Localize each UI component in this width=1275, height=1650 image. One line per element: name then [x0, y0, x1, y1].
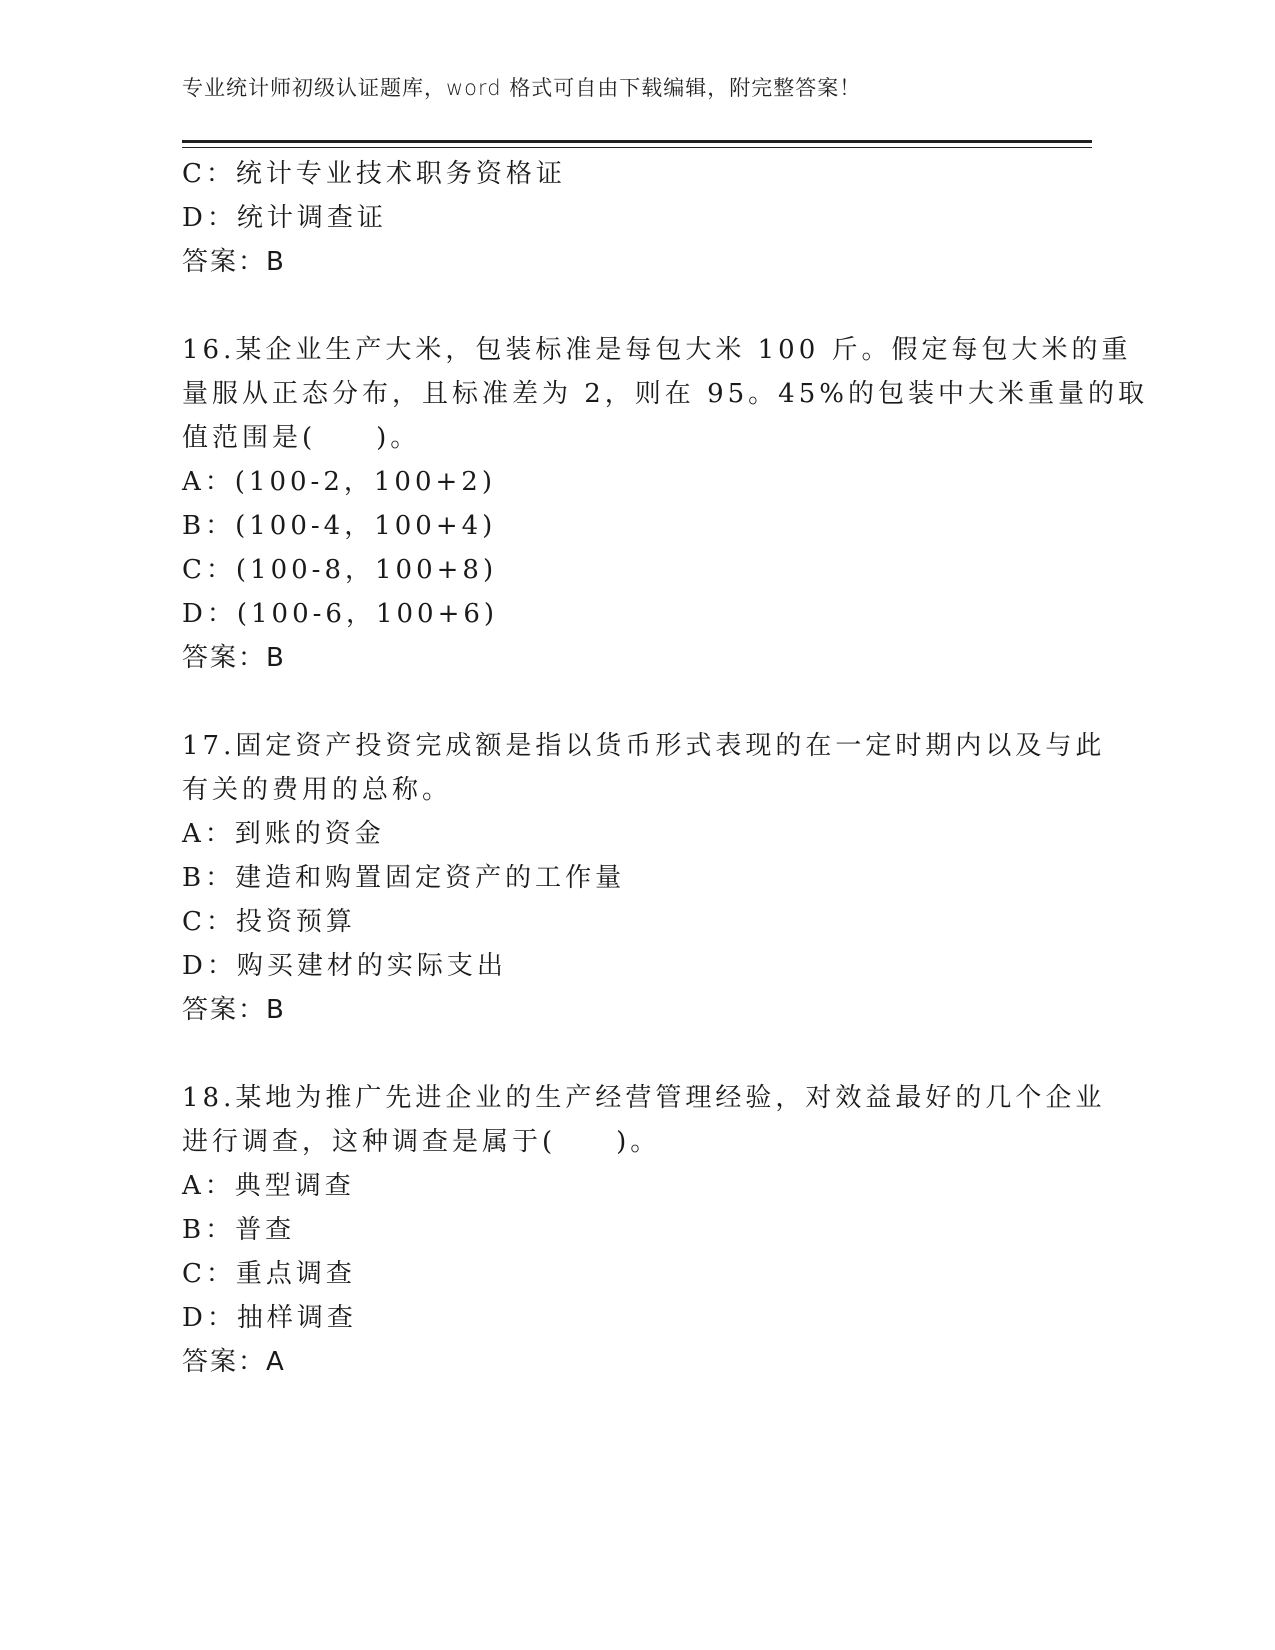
question-block-17 [182, 724, 1106, 1032]
option-d: D：购买建材的实际支出 [182, 951, 507, 981]
question-stem-line: 量服从正态分布，且标准差为 2，则在 95。45%的包装中大米重量的取 [182, 379, 1148, 409]
question-stem-line: 18.某地为推广先进企业的生产经营管理经验，对效益最好的几个企业 [182, 1083, 1106, 1113]
option-d: D：抽样调查 [182, 1303, 357, 1333]
page-header: 专业统计师初级认证题库，word 格式可自由下载编辑，附完整答案！ [182, 76, 862, 100]
option-c: C：重点调查 [182, 1259, 356, 1289]
answer-label: 答案：A [182, 1347, 286, 1377]
option-a: A：(100-2，100+2) [182, 467, 496, 497]
option-c: C：(100-8，100+8) [182, 555, 498, 585]
header-rule-thin [182, 147, 1092, 148]
option-a: A：典型调查 [182, 1171, 355, 1201]
header-rule-thick [182, 140, 1092, 143]
answer-label: 答案：B [182, 995, 286, 1025]
option-c: C：统计专业技术职务资格证 [182, 159, 566, 189]
option-d: D：(100-6，100+6) [182, 599, 499, 629]
question-stem-line: 有关的费用的总称。 [182, 775, 453, 805]
question-stem-line: 16.某企业生产大米，包装标准是每包大米 100 斤。假定每包大米的重 [182, 335, 1132, 365]
answer-label: 答案：B [182, 643, 286, 673]
answer-label: 答案：B [182, 247, 286, 277]
option-b: B：建造和购置固定资产的工作量 [182, 863, 626, 893]
question-stem-line: 17.固定资产投资完成额是指以货币形式表现的在一定时期内以及与此 [182, 731, 1106, 761]
option-b: B：普查 [182, 1215, 296, 1245]
question-block-18 [182, 1076, 1106, 1384]
question-block-15 [182, 152, 1062, 284]
option-c: C：投资预算 [182, 907, 356, 937]
question-list [182, 152, 1148, 1384]
question-stem-line: 值范围是( )。 [182, 423, 421, 453]
option-d: D：统计调查证 [182, 203, 387, 233]
question-stem-line: 进行调查，这种调查是属于( )。 [182, 1127, 661, 1157]
option-a: A：到账的资金 [182, 819, 385, 849]
option-b: B：(100-4，100+4) [182, 511, 497, 541]
question-block-16 [182, 328, 1148, 680]
